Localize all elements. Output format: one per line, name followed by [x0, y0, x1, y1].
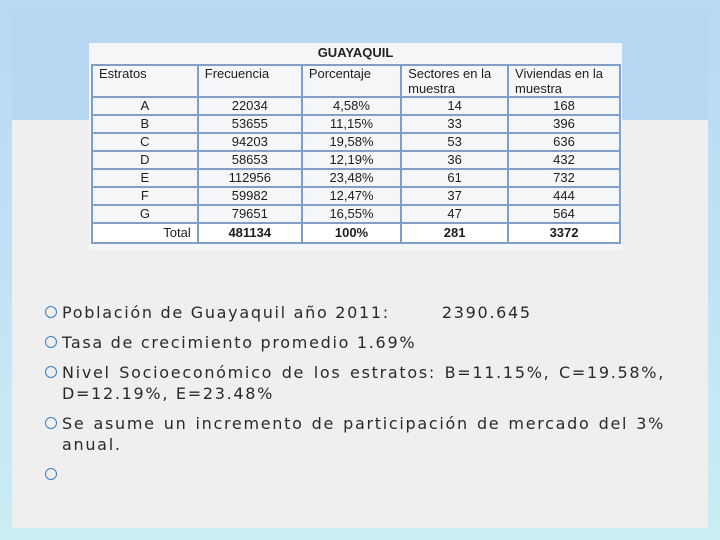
- table-cell: 14: [401, 97, 508, 115]
- header-cell: Frecuencia: [198, 65, 302, 97]
- circle-bullet-icon: [45, 366, 57, 378]
- table-cell: 79651: [198, 205, 302, 223]
- table-cell: C: [92, 133, 198, 151]
- table-row: [92, 169, 620, 187]
- table-cell: 33: [401, 115, 508, 133]
- table-cell: 396: [508, 115, 620, 133]
- table-cell: 53655: [198, 115, 302, 133]
- table-cell: 61: [401, 169, 508, 187]
- bullet-market-share-text: Se asume un incremento de participación de mercado del 3% anual.: [62, 414, 665, 454]
- table-cell: 481134: [198, 223, 302, 243]
- bullet-market-share: [45, 413, 665, 455]
- table-cell: 100%: [302, 223, 401, 243]
- table-cell: 37: [401, 187, 508, 205]
- circle-bullet-icon: [45, 336, 57, 348]
- table-cell: 444: [508, 187, 620, 205]
- bullet-empty: [45, 464, 665, 485]
- table-cell: 432: [508, 151, 620, 169]
- table-cell: G: [92, 205, 198, 223]
- table-cell: 4,58%: [302, 97, 401, 115]
- table-cell: 59982: [198, 187, 302, 205]
- bullet-population-label: Población de Guayaquil año 2011:: [62, 303, 390, 322]
- table-cell: 112956: [198, 169, 302, 187]
- table-header-row: [92, 65, 620, 97]
- table-row: [92, 97, 620, 115]
- table-title: GUAYAQUIL: [317, 45, 394, 60]
- table-cell: 564: [508, 205, 620, 223]
- table-cell: 3372: [508, 223, 620, 243]
- table-cell: 94203: [198, 133, 302, 151]
- table-cell: F: [92, 187, 198, 205]
- table-cell: E: [92, 169, 198, 187]
- table-cell: 36: [401, 151, 508, 169]
- table-cell: 58653: [198, 151, 302, 169]
- bullet-population: [45, 302, 665, 323]
- table-cell: 168: [508, 97, 620, 115]
- table-cell: A: [92, 97, 198, 115]
- bullet-population-value: 2390.645: [441, 303, 532, 322]
- header-cell: Viviendas en la muestra: [508, 65, 620, 97]
- bullet-list: [45, 302, 665, 494]
- table-cell: 281: [401, 223, 508, 243]
- table-cell: 11,15%: [302, 115, 401, 133]
- table-row: [92, 115, 620, 133]
- table-cell: 12,19%: [302, 151, 401, 169]
- table-row: [92, 151, 620, 169]
- data-table: [91, 64, 621, 244]
- table-cell: 53: [401, 133, 508, 151]
- table-cell: 16,55%: [302, 205, 401, 223]
- table-row: [92, 133, 620, 151]
- circle-bullet-icon: [45, 468, 57, 480]
- table-cell: 22034: [198, 97, 302, 115]
- bullet-empty-text: [62, 465, 69, 484]
- bullet-socioeconomic: [45, 362, 665, 404]
- bullet-socioeconomic-text: Nivel Socioeconómico de los estratos: B=11.15%, C=19.58%, D=12.19%, E=23.48%: [62, 363, 665, 403]
- table-cell: 732: [508, 169, 620, 187]
- header-cell: Estratos: [92, 65, 198, 97]
- bullet-growth-rate-text: Tasa de crecimiento promedio 1.69%: [62, 333, 417, 352]
- table-cell: 47: [401, 205, 508, 223]
- table-body: [92, 97, 620, 243]
- table-cell: 19,58%: [302, 133, 401, 151]
- table-cell: 23,48%: [302, 169, 401, 187]
- table-image: [89, 43, 622, 250]
- table-row: [92, 205, 620, 223]
- table-cell: 12,47%: [302, 187, 401, 205]
- header-cell: Porcentaje: [302, 65, 401, 97]
- table-row: [92, 187, 620, 205]
- table-cell: D: [92, 151, 198, 169]
- table-total-row: [92, 223, 620, 243]
- bullet-growth-rate: [45, 332, 665, 353]
- header-cell: Sectores en la muestra: [401, 65, 508, 97]
- table-cell: B: [92, 115, 198, 133]
- circle-bullet-icon: [45, 417, 57, 429]
- table-cell: 636: [508, 133, 620, 151]
- circle-bullet-icon: [45, 306, 57, 318]
- total-label: Total: [92, 223, 198, 243]
